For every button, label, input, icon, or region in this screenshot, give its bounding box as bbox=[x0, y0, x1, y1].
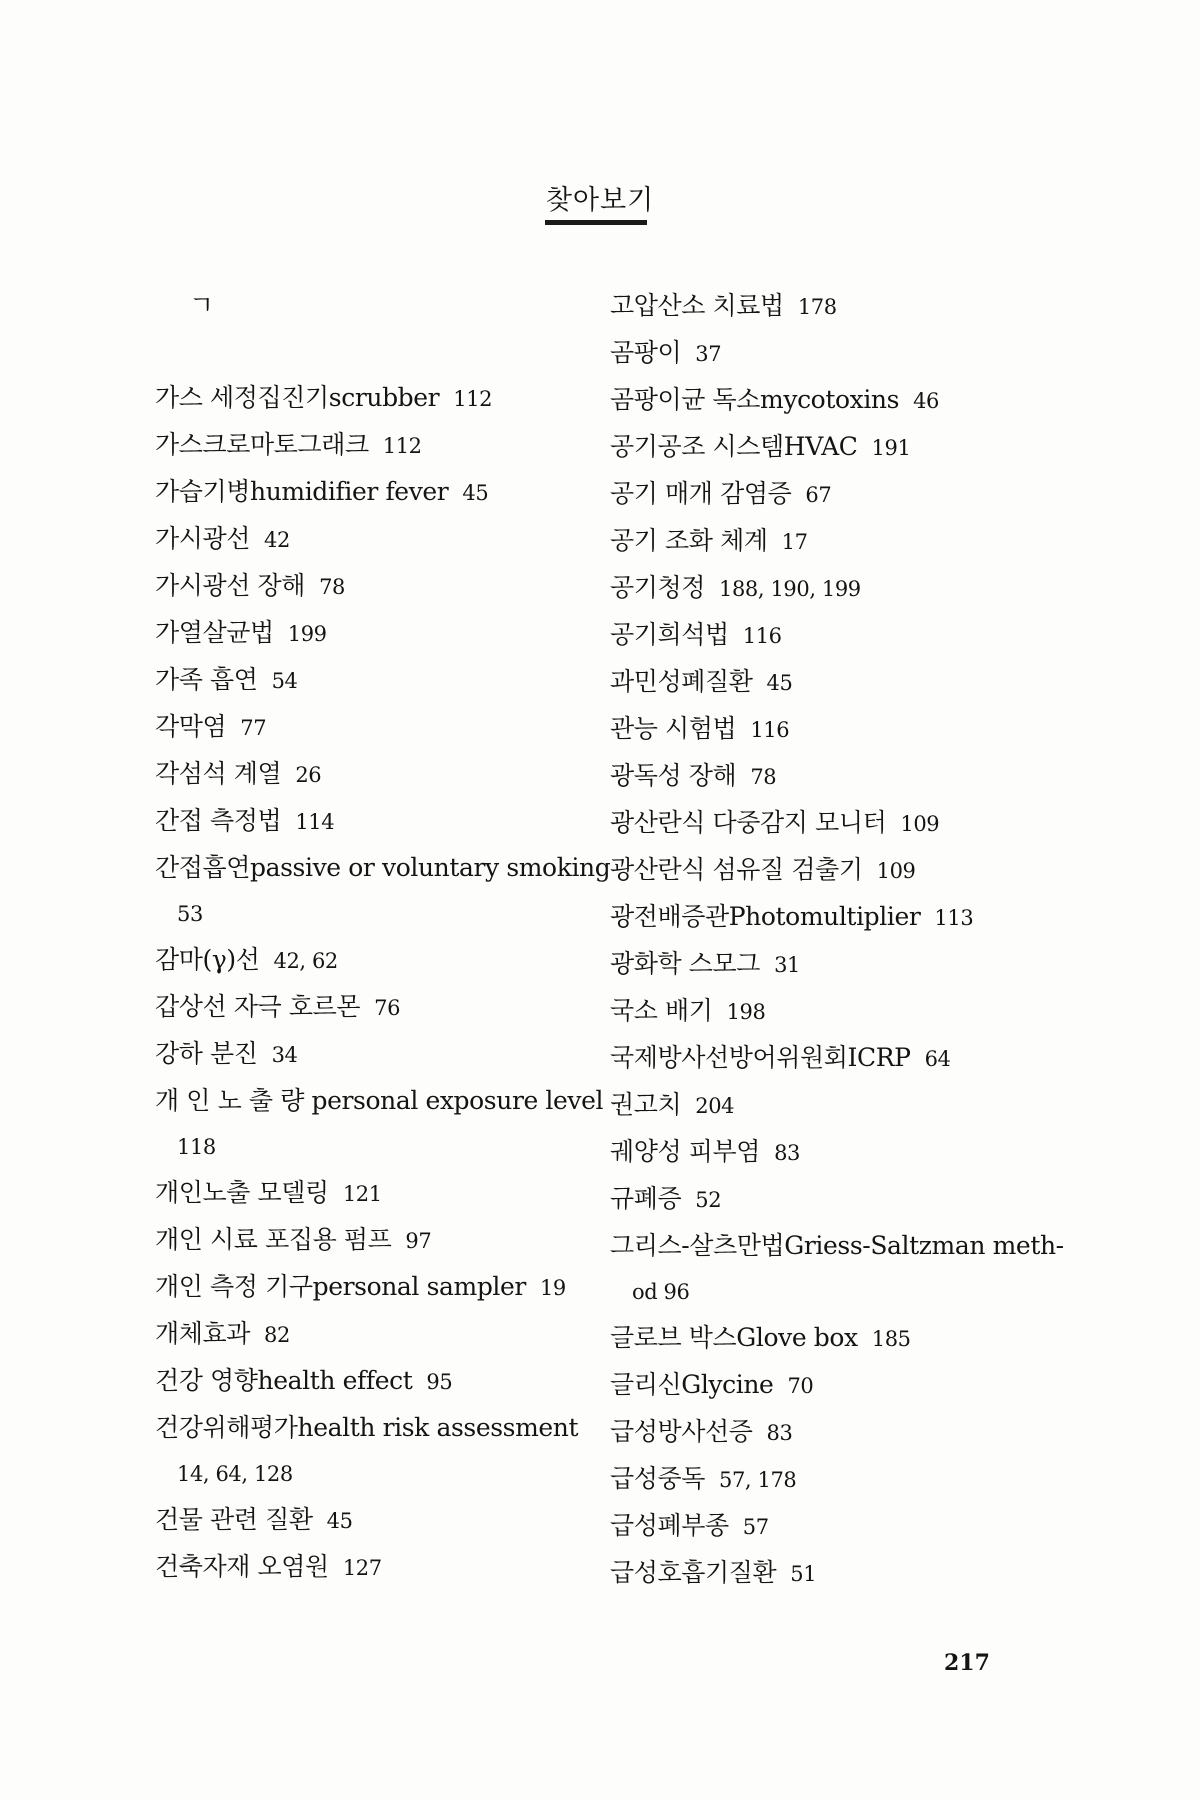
index-term: 건물 관련 질환 bbox=[155, 1505, 313, 1534]
index-term: 개인 측정 기구personal sampler bbox=[155, 1272, 526, 1301]
index-entry bbox=[155, 1311, 595, 1358]
index-entry bbox=[155, 516, 595, 563]
index-entry bbox=[610, 612, 1070, 659]
index-entry bbox=[610, 1503, 1070, 1550]
index-entry bbox=[610, 283, 1070, 330]
index-term: 개 인 노 출 량 personal exposure level bbox=[155, 1086, 604, 1115]
index-term: 광산란식 섬유질 검출기 bbox=[610, 855, 863, 884]
index-entry bbox=[155, 1264, 595, 1311]
heading-spacer bbox=[155, 329, 595, 375]
index-entry bbox=[155, 422, 595, 469]
index-entry bbox=[610, 847, 1070, 894]
index-page-ref: 57 bbox=[742, 1515, 769, 1539]
index-page-ref: 83 bbox=[766, 1421, 793, 1445]
index-term: 각섬석 계열 bbox=[155, 759, 282, 788]
index-term: 그리스-살츠만법Griess-Saltzman meth- bbox=[610, 1231, 1064, 1260]
index-column-right bbox=[610, 283, 1070, 1597]
index-page-ref: 199 bbox=[287, 622, 327, 646]
index-entry bbox=[610, 377, 1070, 424]
index-term: 급성호흡기질환 bbox=[610, 1558, 777, 1587]
index-entry-continuation: 118 bbox=[177, 1135, 216, 1159]
index-term: 각막염 bbox=[155, 712, 227, 741]
index-term: 국소 배기 bbox=[610, 996, 713, 1025]
index-entry bbox=[155, 469, 595, 516]
index-term: 강하 분진 bbox=[155, 1039, 258, 1068]
index-entry bbox=[610, 659, 1070, 706]
index-term: 가시광선 장해 bbox=[155, 571, 306, 600]
index-entry bbox=[155, 657, 595, 704]
index-entry bbox=[155, 937, 595, 984]
index-term: 개인노출 모델링 bbox=[155, 1178, 329, 1207]
index-page-ref: 51 bbox=[790, 1562, 817, 1586]
index-term: 관능 시험법 bbox=[610, 714, 737, 743]
index-page-ref: 77 bbox=[240, 716, 267, 740]
index-page-ref: 70 bbox=[787, 1374, 814, 1398]
index-entry bbox=[610, 706, 1070, 753]
index-term: 가스크로마토그래크 bbox=[155, 430, 369, 459]
index-page-ref: 42 bbox=[264, 528, 290, 552]
index-term: 공기 매개 감염증 bbox=[610, 479, 792, 508]
index-entry bbox=[610, 941, 1070, 988]
index-term: 간접흡연passive or voluntary smoking bbox=[155, 853, 611, 882]
index-entry bbox=[610, 753, 1070, 800]
index-entry bbox=[610, 1550, 1070, 1597]
index-entry bbox=[610, 1362, 1070, 1409]
index-entry bbox=[610, 471, 1070, 518]
index-page-ref: 34 bbox=[271, 1043, 298, 1067]
index-page-ref: 76 bbox=[374, 996, 401, 1020]
index-page-ref: 112 bbox=[453, 387, 493, 411]
index-term: 광독성 장해 bbox=[610, 761, 737, 790]
index-page-ref: 45 bbox=[326, 1509, 353, 1533]
index-entry bbox=[610, 1456, 1070, 1503]
index-page-ref: 78 bbox=[750, 765, 777, 789]
index-entry bbox=[155, 1544, 595, 1591]
index-column-left bbox=[155, 283, 611, 1591]
index-page-ref: 97 bbox=[405, 1229, 432, 1253]
index-page-ref: 109 bbox=[876, 859, 916, 883]
index-entry bbox=[155, 751, 595, 798]
index-page-ref: 31 bbox=[774, 953, 800, 977]
index-entry bbox=[155, 1031, 595, 1078]
index-entry bbox=[610, 988, 1070, 1035]
index-entry bbox=[155, 798, 595, 845]
index-term: 급성방사선증 bbox=[610, 1417, 753, 1446]
index-page-ref: 57, 178 bbox=[719, 1468, 797, 1492]
index-entry bbox=[155, 1170, 595, 1217]
index-term: 가습기병humidifier fever bbox=[155, 477, 449, 506]
index-entry bbox=[610, 1409, 1070, 1456]
index-entry bbox=[155, 704, 595, 751]
index-entry bbox=[610, 894, 1070, 941]
index-term: 공기희석법 bbox=[610, 620, 729, 649]
index-term: 건강 영향health effect bbox=[155, 1366, 413, 1395]
index-entry bbox=[155, 375, 595, 422]
index-term: 가스 세정집진기scrubber bbox=[155, 383, 440, 412]
page-title: 찾아보기 bbox=[545, 185, 655, 216]
index-page-ref: 45 bbox=[462, 481, 489, 505]
index-entry bbox=[610, 1176, 1070, 1223]
index-entry bbox=[610, 1223, 1070, 1269]
index-page-ref: 83 bbox=[774, 1141, 800, 1165]
index-entry-continuation: 53 bbox=[177, 902, 203, 926]
index-page-ref: 19 bbox=[539, 1276, 566, 1300]
index-term: 공기공조 시스템HVAC bbox=[610, 432, 858, 461]
index-entry bbox=[610, 1035, 1070, 1082]
index-term: 개체효과 bbox=[155, 1319, 251, 1348]
title-underline bbox=[545, 220, 647, 225]
index-term: 권고치 bbox=[610, 1090, 682, 1119]
index-term: 광산란식 다중감지 모니터 bbox=[610, 808, 887, 837]
index-term: 곰팡이 bbox=[610, 338, 682, 367]
index-entry bbox=[155, 1358, 595, 1405]
index-entry bbox=[610, 800, 1070, 847]
index-page-ref: 26 bbox=[295, 763, 322, 787]
index-page-ref: 116 bbox=[742, 624, 782, 648]
index-entry bbox=[610, 330, 1070, 377]
index-term: 곰팡이균 독소mycotoxins bbox=[610, 385, 900, 414]
index-page-ref: 64 bbox=[924, 1047, 951, 1071]
index-term: 간접 측정법 bbox=[155, 806, 282, 835]
index-page-ref: 116 bbox=[750, 718, 790, 742]
index-entry-continuation: 14, 64, 128 bbox=[177, 1462, 293, 1486]
index-page-ref: 191 bbox=[871, 436, 911, 460]
index-page-ref: 82 bbox=[264, 1323, 290, 1347]
index-term: 건강위해평가health risk assessment bbox=[155, 1413, 579, 1442]
index-entry bbox=[610, 1082, 1070, 1129]
index-term: 건축자재 오염원 bbox=[155, 1552, 329, 1581]
index-page-ref: 198 bbox=[726, 1000, 766, 1024]
index-entry bbox=[610, 424, 1070, 471]
index-term: 규폐증 bbox=[610, 1184, 682, 1213]
index-page-ref: 95 bbox=[426, 1370, 453, 1394]
index-page-ref: 42, 62 bbox=[273, 949, 338, 973]
index-term: 글로브 박스Glove box bbox=[610, 1323, 858, 1352]
index-page-ref: 78 bbox=[319, 575, 345, 599]
index-term: 가열살균법 bbox=[155, 618, 274, 647]
index-term: 가족 흡연 bbox=[155, 665, 258, 694]
index-page-ref: 204 bbox=[695, 1094, 735, 1118]
index-entry bbox=[610, 1315, 1070, 1362]
index-page-ref: 37 bbox=[695, 342, 722, 366]
index-entry bbox=[155, 1497, 595, 1544]
index-term: 국제방사선방어위원회ICRP bbox=[610, 1043, 911, 1072]
index-page-ref: 17 bbox=[781, 530, 808, 554]
index-term: 광화학 스모그 bbox=[610, 949, 761, 978]
index-term: 글리신Glycine bbox=[610, 1370, 774, 1399]
index-entry bbox=[155, 563, 595, 610]
index-page-ref: 109 bbox=[900, 812, 940, 836]
index-term: 고압산소 치료법 bbox=[610, 291, 784, 320]
page-number: 217 bbox=[944, 1650, 990, 1676]
index-page-ref: 54 bbox=[271, 669, 298, 693]
section-heading: ㄱ bbox=[189, 291, 215, 321]
index-page-ref: 185 bbox=[871, 1327, 911, 1351]
index-page-ref: 127 bbox=[342, 1556, 382, 1580]
index-term: 과민성폐질환 bbox=[610, 667, 753, 696]
index-page-ref: 178 bbox=[797, 295, 837, 319]
index-entry-continuation: od 96 bbox=[632, 1280, 690, 1304]
index-term: 공기청정 bbox=[610, 573, 706, 602]
index-term: 공기 조화 체계 bbox=[610, 526, 768, 555]
index-entry bbox=[610, 1129, 1070, 1176]
index-term: 개인 시료 포집용 펌프 bbox=[155, 1225, 392, 1254]
index-page-ref: 114 bbox=[295, 810, 335, 834]
index-entry bbox=[610, 565, 1070, 612]
index-entry bbox=[155, 845, 611, 891]
index-page-ref: 112 bbox=[382, 434, 422, 458]
index-entry bbox=[155, 984, 595, 1031]
index-page-ref: 45 bbox=[766, 671, 793, 695]
index-term: 광전배증관Photomultiplier bbox=[610, 902, 921, 931]
index-entry bbox=[610, 518, 1070, 565]
index-entry bbox=[155, 1217, 595, 1264]
index-entry bbox=[155, 1405, 595, 1451]
index-term: 급성폐부종 bbox=[610, 1511, 729, 1540]
index-page-ref: 113 bbox=[934, 906, 974, 930]
index-page-ref: 52 bbox=[695, 1188, 722, 1212]
index-page-ref: 188, 190, 199 bbox=[719, 577, 861, 601]
index-page-ref: 121 bbox=[342, 1182, 382, 1206]
index-page-ref: 46 bbox=[913, 389, 939, 413]
index-page-ref: 67 bbox=[805, 483, 832, 507]
index-entry bbox=[155, 610, 595, 657]
index-term: 감마(γ)선 bbox=[155, 945, 260, 974]
index-term: 갑상선 자극 호르몬 bbox=[155, 992, 361, 1021]
index-term: 궤양성 피부염 bbox=[610, 1137, 761, 1166]
index-term: 급성중독 bbox=[610, 1464, 706, 1493]
index-entry bbox=[155, 1078, 604, 1124]
index-term: 가시광선 bbox=[155, 524, 251, 553]
